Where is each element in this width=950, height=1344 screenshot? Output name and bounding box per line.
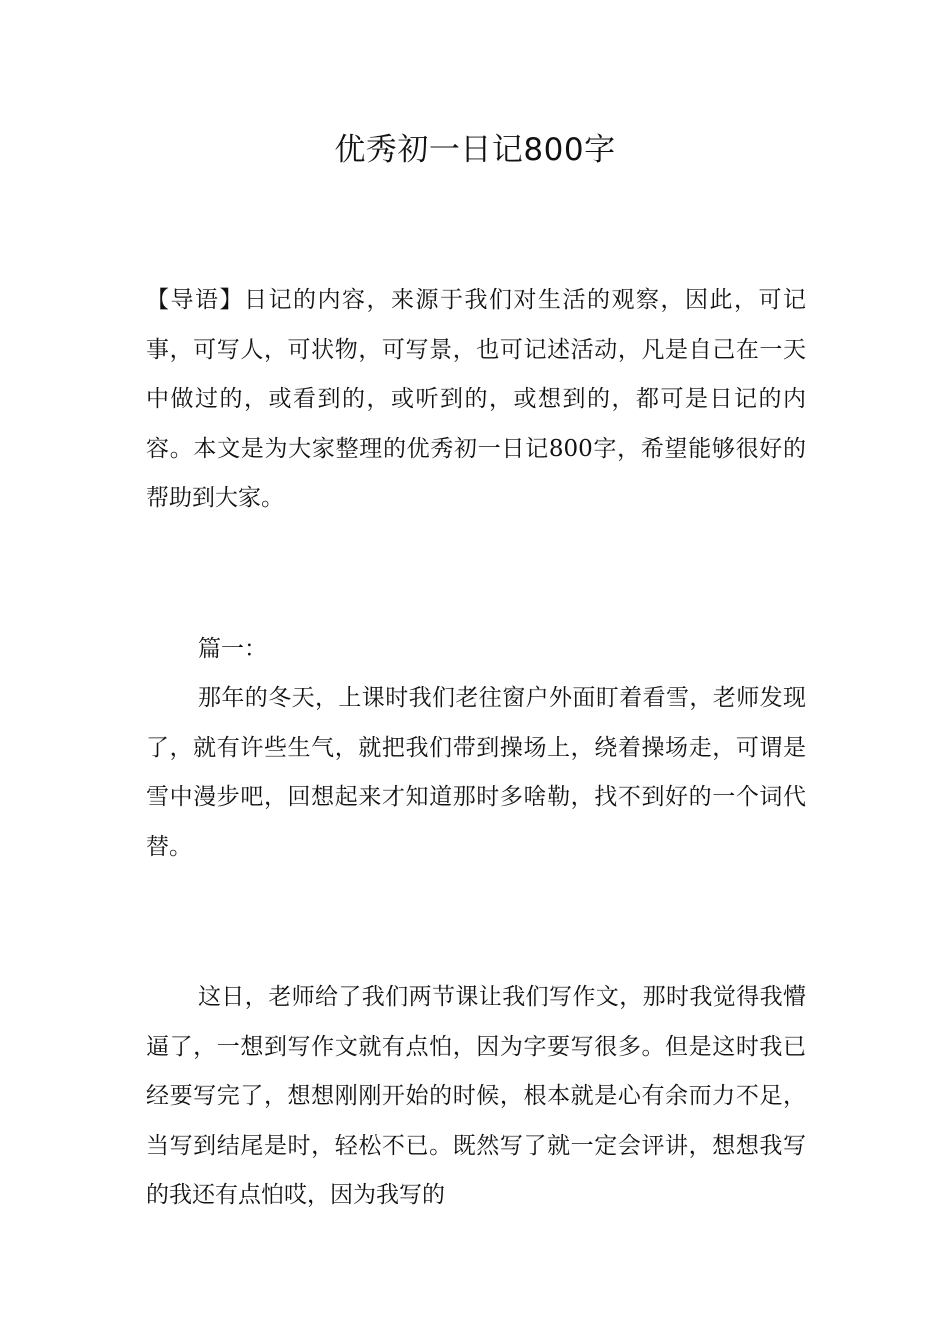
document-title: 优秀初一日记800字 [334,132,616,168]
body-paragraph: 那年的冬天，上课时我们老往窗户外面盯着看雪，老师发现了，就有许些生气，就把我们带到操场上，绕着操场走，可谓是雪中漫步吧，回想起来才知道那时多啥勒，找不到好的一个词代替。 [146,685,806,860]
intro-paragraph: 【导语】日记的内容，来源于我们对生活的观察，因此，可记事，可写人，可状物，可写景，也可记述活动，凡是自己在一天中做过的，或看到的，或听到的，或想到的，都可是日记的内容。本文是为大家整理的优秀初一日记800字，希望能够很好的帮助到大家。 [146,287,806,511]
body-paragraph: 这日，老师给了我们两节课让我们写作文，那时我觉得我懵逼了，一想到写作文就有点怕，因为字要写很多。但是这时我已经要写完了，想想刚刚开始的时候，根本就是心有余而力不足，当写到结尾是时，轻松不已。既然写了就一定会评讲，想想我写的我还有点怕哎，因为我写的 [146,984,806,1208]
section-heading: 篇一： [198,636,267,662]
